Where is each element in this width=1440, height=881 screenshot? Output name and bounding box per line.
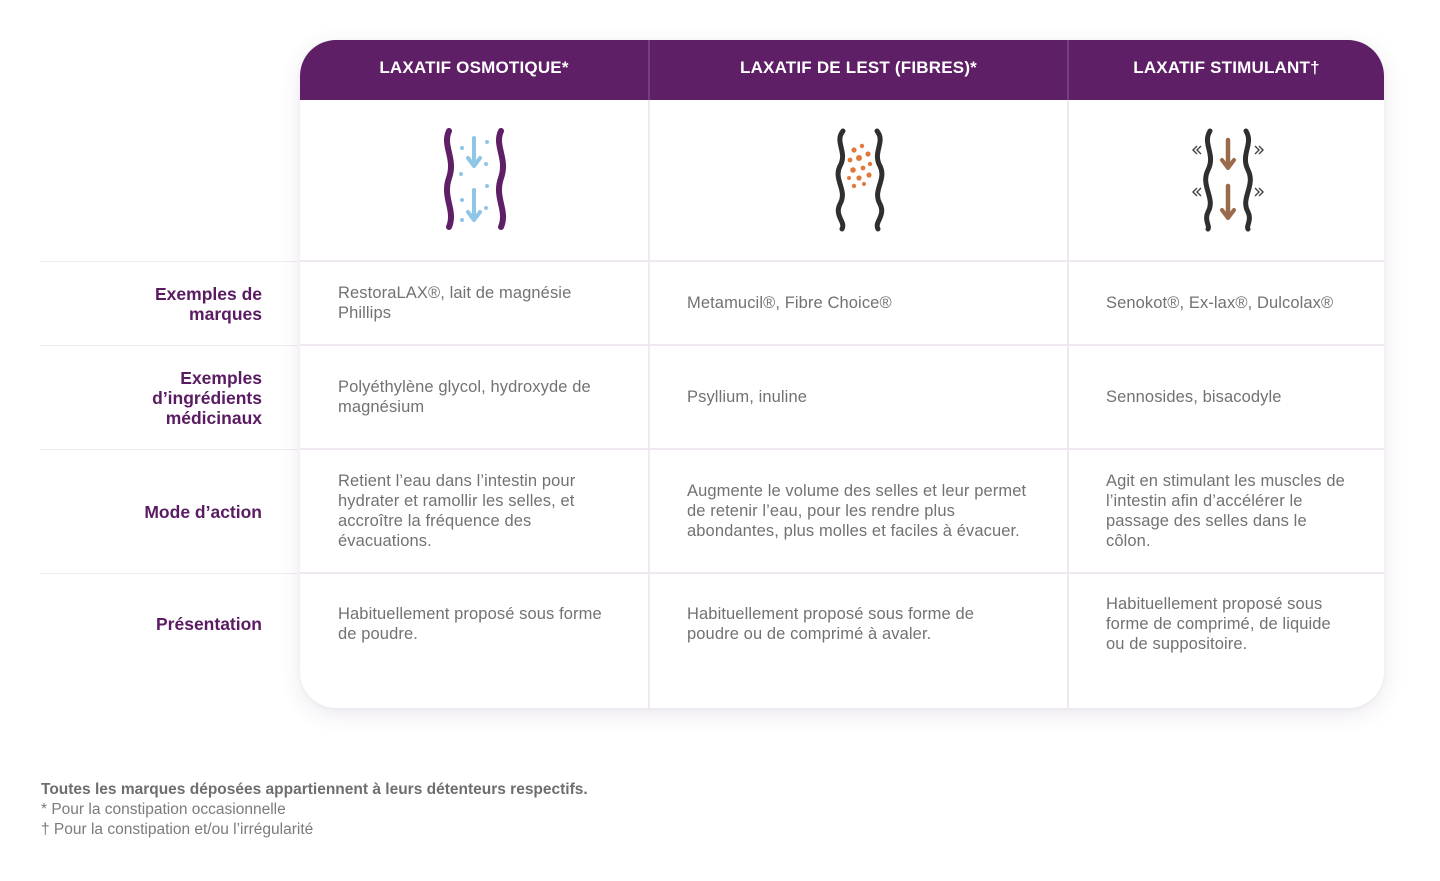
cell-stimulant-brands: Senokot®, Ex-lax®, Dulcolax® [1106,294,1334,312]
table-header [300,40,1384,100]
comparison-table [300,40,1384,708]
column-header-bulk: LAXATIF DE LEST (FIBRES)* [739,58,977,77]
cell-stimulant-presentation: Habituellement proposé sous forme de comprimé, de liquide ou de suppositoire. [1106,595,1331,653]
row-label-mode: Mode d’action [144,501,262,522]
footer-notes [41,780,588,840]
column-header-stimulant: LAXATIF STIMULANT† [1133,58,1320,77]
trademark-notice: Toutes les marques déposées appartiennent à leurs détenteurs respectifs. [41,781,588,798]
header-divider [648,40,650,100]
bulk-fiber-intestine-icon [830,128,890,232]
cell-bulk-ingredients: Psyllium, inuline [687,388,807,406]
cell-bulk-presentation: Habituellement proposé sous forme de poudre ou de comprimé à avaler. [687,605,975,643]
footnote-occasional: * Pour la constipation occasionnelle [41,801,286,818]
header-divider [1067,40,1069,100]
osmotic-intestine-icon [440,128,510,230]
cell-bulk-brands: Metamucil®, Fibre Choice® [687,294,892,312]
column-divider [1067,40,1069,708]
row-label-ingredients: Exemples d’ingrédients médicinaux [152,367,262,428]
footnote-irregularity: † Pour la constipation et/ou l’irrégularité [41,821,314,838]
cell-osmotic-brands: RestoraLAX®, lait de magnésie Phillips [338,284,572,322]
column-header-osmotic: LAXATIF OSMOTIQUE* [379,58,569,77]
row-label-presentation: Présentation [156,614,262,634]
cell-stimulant-ingredients: Sennosides, bisacodyle [1106,388,1282,406]
cell-bulk-mode: Augmente le volume des selles et leur permet de retenir l’eau, pour les rendre plus abondantes, plus molles et faciles à évacuer. [687,482,1027,540]
cell-osmotic-mode: Retient l’eau dans l’intestin pour hydrater et ramollir les selles, et accroître la fréquence des évacuations. [338,472,576,550]
cell-osmotic-ingredients: Polyéthylène glycol, hydroxyde de magnésium [338,378,591,416]
cell-stimulant-mode: Agit en stimulant les muscles de l’intestin afin d’accélérer le passage des selles dans le côlon. [1106,472,1345,550]
column-divider [648,40,650,708]
stimulant-intestine-icon [1190,128,1266,232]
row-label-brands: Exemples de marques [155,283,262,324]
cell-osmotic-presentation: Habituellement proposé sous forme de poudre. [338,605,602,643]
